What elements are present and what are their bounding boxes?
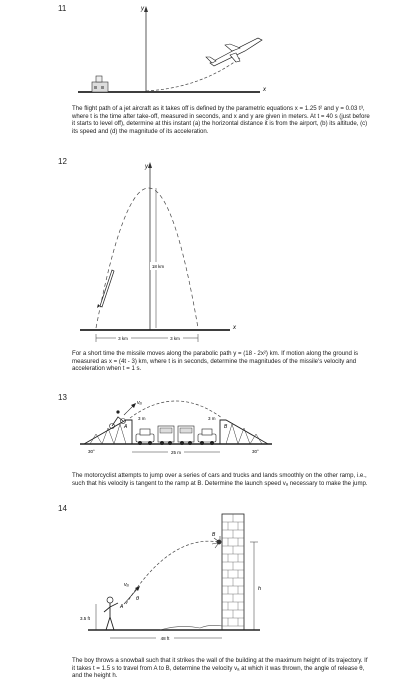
height-label: h: [258, 586, 262, 592]
left-angle-label: 30°: [88, 449, 95, 454]
problem-12-number: 12: [58, 157, 67, 166]
problem-14-text: The boy throws a snowball such that it strikes the wall of the building at the maximum height of its trajectory. If it takes t = 1.5 s to travel from A to B, determine the velocity vₐ at which it was thrown, the angle of release θ, and the height h.: [72, 657, 368, 680]
ground-mound: [160, 625, 222, 630]
initial-velocity-label: vₐ: [124, 582, 129, 588]
problem-11-number: 11: [58, 4, 67, 13]
right-span-label: 3 km: [170, 336, 180, 341]
y-axis-label: y: [145, 164, 148, 170]
x-axis-label: x: [263, 87, 266, 93]
jet-aircraft-icon: [206, 38, 262, 66]
problem-11-text: The flight path of a jet aircraft as it takes off is defined by the parametric equations x = 1.25 t² and y = 0.03 t³, where t is the time after take-off, measured in seconds, and x and y are given in meters. At t = 40 s (just before it starts to level off), determine at this instant (a) the horizontal distance it is from the airport, (b) its altitude, (c) its speed and (d) the magnitude of its acceleration.: [72, 105, 370, 135]
y-axis-label: y: [141, 6, 144, 12]
left-height-label: 3 m: [138, 416, 146, 421]
missile-icon: [97, 270, 114, 308]
flight-path: [146, 58, 240, 91]
brick-wall: [222, 514, 244, 630]
distance-label: 48 ft: [160, 636, 170, 641]
y-axis-arrow: [148, 162, 152, 168]
problem-12-text: For a short time the missile moves along the parabolic path y = (18 - 2x²) km. If motion along the ground is measured as x = (4t - 3) km, where t is in seconds, determine the magnitudes of the missile's velocity and acceleration when t = 1 s.: [72, 350, 359, 373]
right-height-label: 3 m: [208, 416, 216, 421]
problem-13-text: The motorcyclist attempts to jump over a series of cars and trucks and lands smoothly on the other ramp, i.e., such that his velocity is tangent to the ramp at B. Determine the launch speed vₐ necessary to make the jump.: [72, 472, 368, 487]
point-a-label: A: [120, 604, 124, 610]
motorcycle-jump-figure: [0, 390, 408, 468]
left-span-label: 3 km: [118, 336, 128, 341]
right-angle-label: 30°: [252, 449, 259, 454]
boy-icon: [104, 597, 118, 630]
launch-velocity-label: vₐ: [137, 400, 142, 406]
problem-13-number: 13: [58, 393, 67, 402]
point-a-label: A: [124, 424, 128, 430]
x-axis-label: x: [233, 325, 236, 331]
span-label: 25 m: [170, 450, 182, 455]
snowball-wall-figure: [0, 500, 408, 648]
height-label: 18 km: [151, 264, 165, 269]
theta-label: θ: [136, 596, 139, 602]
jet-takeoff-figure: [0, 0, 408, 100]
release-height-label: 3.5 ft: [80, 616, 91, 621]
y-axis-arrow: [144, 6, 148, 12]
parabolic-path: [96, 188, 198, 328]
point-b-label: B: [224, 424, 228, 430]
point-b-label: B: [212, 532, 216, 538]
vehicles-row: [136, 426, 216, 445]
problem-14-number: 14: [58, 504, 67, 513]
missile-path-figure: [0, 158, 408, 344]
airport-building-icon: [92, 76, 108, 92]
snowball-trajectory: [126, 541, 219, 604]
